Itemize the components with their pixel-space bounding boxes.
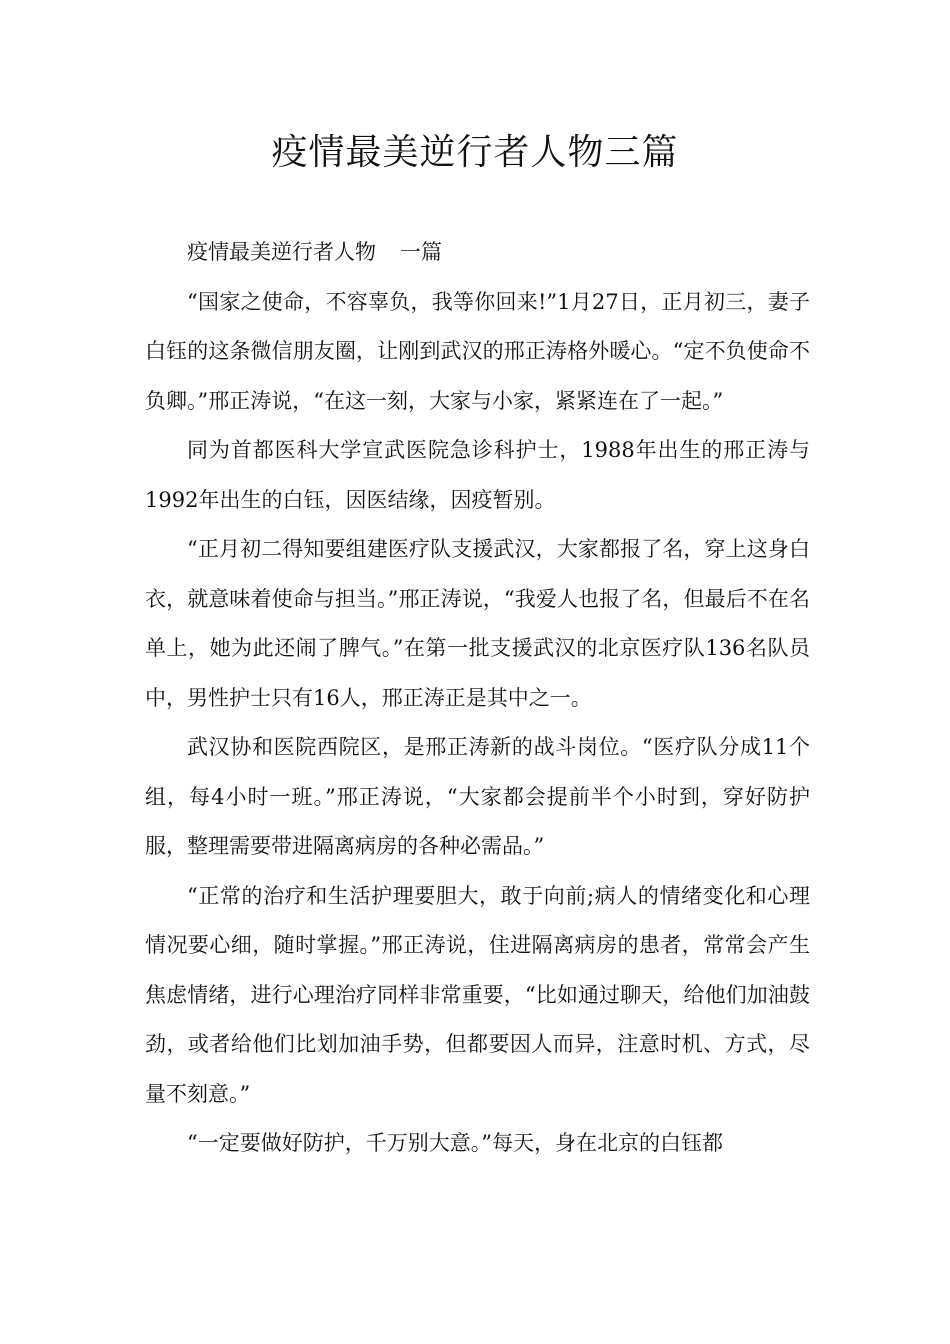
paragraph: “正常的治疗和生活护理要胆大，敢于向前;病人的情绪变化和心理情况要心细，随时掌握。”邢正涛说，住进隔离病房的患者，常常会产生焦虑情绪，进行心理治疗同样非常重要，“比如通过聊天，给他们加油鼓劲，或者给他们比划加油手势，但都要因人而异，注意时机、方式，尽量不刻意。” xyxy=(145,883,810,1106)
paragraph: 同为首都医科大学宣武医院急诊科护士，1988年出生的邢正涛与1992年出生的白钰，因医结缘，因疫暂别。 xyxy=(145,438,810,512)
section-heading xyxy=(145,228,810,278)
paragraph: “正月初二得知要组建医疗队支援武汉，大家都报了名，穿上这身白衣，就意味着使命与担当。”邢正涛说，“我爱人也报了名，但最后不在名单上，她为此还闹了脾气。”在第一批支援武汉的北京医疗队136名队员中，男性护士只有16人，邢正涛正是其中之一。 xyxy=(145,537,810,710)
section-heading-ordinal: 一篇 xyxy=(400,240,442,264)
paragraph: 武汉协和医院西院区，是邢正涛新的战斗岗位。“医疗队分成11个组，每4小时一班。”邢正涛说，“大家都会提前半个小时到，穿好防护服，整理需要带进隔离病房的各种必需品。” xyxy=(145,735,810,858)
paragraph: “一定要做好防护，千万别大意。”每天，身在北京的白钰都 xyxy=(187,1131,723,1155)
section-heading-label: 疫情最美逆行者人物 xyxy=(187,240,376,264)
paragraph: “国家之使命，不容辜负，我等你回来!”1月27日，正月初三，妻子白钰的这条微信朋友圈，让刚到武汉的邢正涛格外暖心。“定不负使命不负卿。”邢正涛说，“在这一刻，大家与小家，紧紧连在了一起。” xyxy=(145,289,810,413)
document-body xyxy=(145,228,810,1169)
document-title: 疫情最美逆行者人物三篇 xyxy=(271,132,679,173)
